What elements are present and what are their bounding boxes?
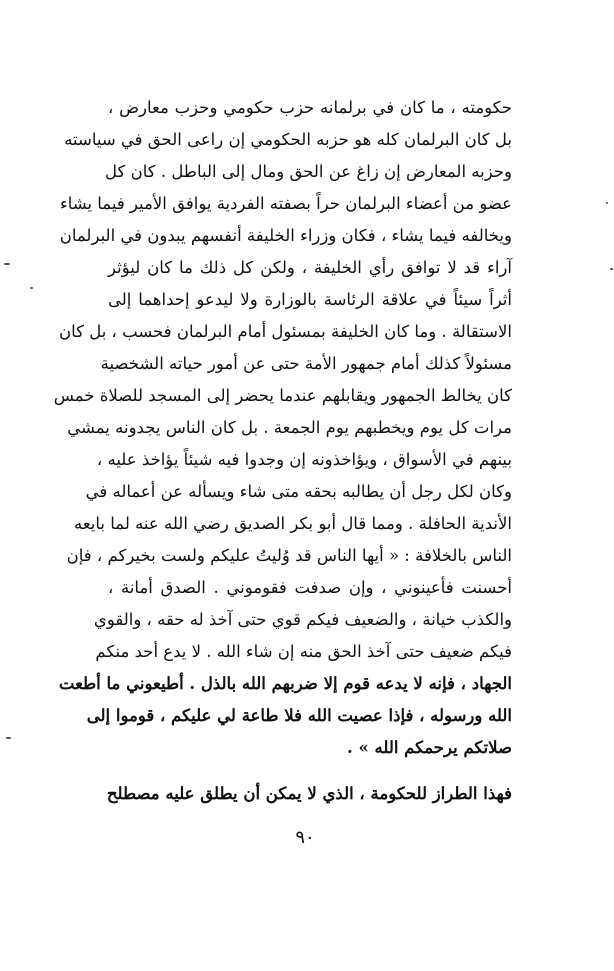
- text-line: أحسنت فأعينوني ، وإن صدفت فقوموني . الصدق أمانة ،: [108, 578, 512, 597]
- text-line: الجهاد ، فإنه لا يدعه قوم إلا ضربهم الله بالذل . أطيعوني ما أطعت: [58, 674, 512, 693]
- text-line: فهذا الطراز للحكومة ، الذي لا يمكن أن يطلق عليه مصطلح: [106, 784, 512, 803]
- text-line: الناس بالخلافة : « أيها الناس قد وُليتُ عليكم ولست بخيركم ، فإن: [66, 546, 512, 565]
- scan-speck: [610, 268, 613, 270]
- text-line: مرات كل يوم ويخطبهم يوم الجمعة . بل كان الناس يجدونه يمشي: [67, 418, 512, 437]
- scan-speck: [4, 263, 10, 265]
- text-line: وحزبه المعارض إن زاغ عن الحق ومال إلى الباطل . كان كل: [104, 162, 512, 181]
- text-line: الأندية الحافلة . ومما قال أبو بكر الصديق رضي الله عنه لما بايعه: [73, 514, 512, 533]
- body-text: [53, 92, 512, 810]
- text-line: حكومته ، ما كان في برلمانه حزب حكومي وحزب معارض ،: [108, 98, 512, 117]
- text-line: ويخالفه فيما يشاء ، فكان وزراء الخليفة أنفسهم يبدون في البرلمان: [59, 226, 512, 245]
- text-line: أثراً سيئاً في علاقة الرئاسة بالوزارة ولا ليدعو إحداهما إلى: [108, 290, 512, 309]
- text-line: بل كان البرلمان كله هو حزبه الحكومي إن راعى الحق في سياسته: [64, 130, 512, 149]
- text-line: والكذب خيانة ، والضعيف فيكم قوي حتى آخذ له حقه ، والقوي: [93, 610, 512, 629]
- page-number: ٩٠: [295, 827, 315, 848]
- text-line: بينهم في الأسواق ، ويؤاخذونه إن وجدوا فيه شيئاً يؤاخذ عليه ،: [96, 450, 512, 469]
- text-line: كان يخالط الجمهور ويقابلهم عندما يحضر إلى المسجد للصلاة خمس: [53, 386, 512, 405]
- paragraph-gap: [108, 764, 512, 778]
- text-line: وكان لكل رجل أن يطالبه بحقه متى شاء ويسأله عن أعماله في: [85, 482, 512, 501]
- scan-speck: [606, 202, 608, 204]
- text-line: آراء قد لا توافق رأي الخليفة ، ولكن كل ذلك ما كان ليؤثر: [108, 258, 512, 277]
- text-line: عضو من أعضاء البرلمان حراً بصفته الفردية يوافق الأمير فيما يشاء: [59, 194, 512, 213]
- text-line: الله ورسوله ، فإذا عصيت الله فلا طاعة لي عليكم ، قوموا إلى: [86, 706, 512, 725]
- text-line: الاستقالة . وما كان الخليفة بمسئول أمام البرلمان فحسب ، بل كان: [58, 322, 512, 341]
- scan-speck: [30, 287, 33, 289]
- scan-speck: [6, 737, 11, 739]
- text-line: فيكم ضعيف حتى آخذ الحق منه إن شاء الله . لا يدع أحد منكم: [95, 642, 512, 661]
- text-line: مسئولاً كذلك أمام جمهور الأمة حتى عن أمور حياته الشخصية: [100, 354, 512, 373]
- text-line: صلاتكم يرحمكم الله » .: [346, 738, 512, 757]
